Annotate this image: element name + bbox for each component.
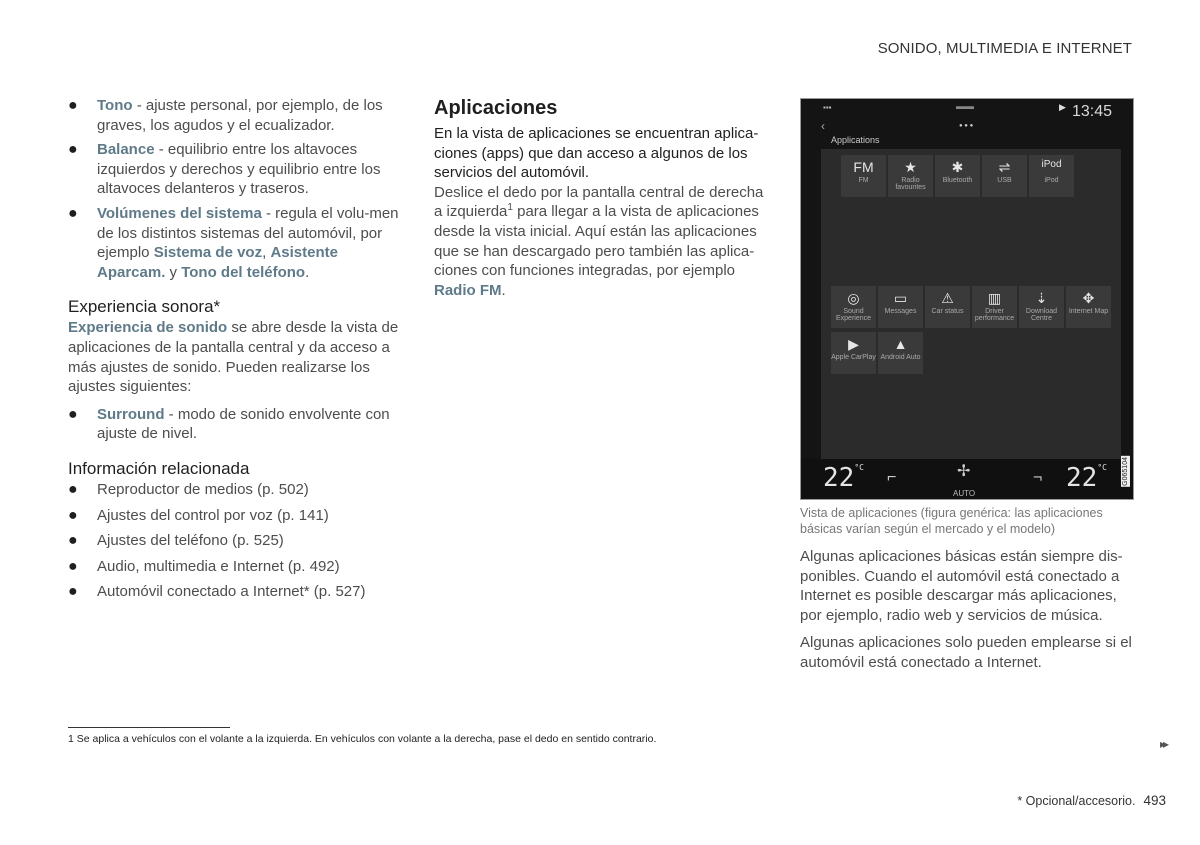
bullet-icon: ●	[68, 141, 78, 159]
footnote: 1 Se aplica a vehículos con el volante a la izquierda. En vehículos con volante a la derecha, pase el dedo en sentido contrario.	[68, 733, 657, 745]
optional-note: * Opcional/accesorio.	[1017, 794, 1136, 808]
bullet-icon: ●	[68, 97, 78, 114]
temp-left[interactable]	[823, 463, 864, 493]
app-messages[interactable]	[878, 286, 923, 328]
page-footer	[1017, 793, 1166, 808]
related-link[interactable]	[68, 557, 403, 577]
temp-unit: °C	[1097, 463, 1107, 472]
paragraph-text: Deslice el dedo por la pantalla central de derecha a izquierda	[434, 183, 764, 221]
separator: ,	[262, 244, 271, 262]
app-label: USB	[997, 177, 1012, 184]
apps-panel	[821, 149, 1121, 459]
app-label: Android Auto	[880, 354, 921, 361]
map-compass-icon: ✥	[1082, 290, 1095, 306]
bullet-icon: ●	[68, 405, 78, 423]
play-icon: ▶	[1059, 102, 1066, 112]
footnote-ref: 1	[507, 202, 513, 214]
temp-unit: °C	[854, 463, 864, 472]
apps-row-2	[831, 286, 1113, 328]
app-label: Sound Experience	[835, 308, 872, 322]
term-text: - equilibrio entre los altavoces izquierdos y derechos y equilibrio entre los altavoces delanteros y traseros.	[97, 141, 381, 198]
android-auto-icon: ▲	[893, 336, 908, 352]
term-surround: Surround	[97, 405, 165, 423]
ipod-icon: iPod	[1041, 159, 1062, 170]
related-link[interactable]	[68, 582, 403, 602]
app-label: Download Centre	[1025, 308, 1058, 322]
section-header: SONIDO, MULTIMEDIA E INTERNET	[877, 40, 1132, 57]
fm-icon: FM	[853, 159, 874, 175]
app-ipod[interactable]	[1029, 155, 1074, 197]
footnote-divider	[68, 727, 230, 728]
related-link[interactable]	[68, 531, 403, 551]
temp-right[interactable]	[1066, 463, 1107, 493]
list-item	[68, 204, 403, 282]
term-balance: Balance	[97, 141, 155, 159]
app-label: Driver performance	[974, 308, 1015, 322]
app-sound-experience[interactable]	[831, 286, 876, 328]
separator: .	[305, 263, 310, 281]
app-label: Messages	[884, 308, 917, 315]
paragraph: Algunas aplicaciones básicas están siempre dis-ponibles. Cuando el automóvil está conectado a Internet es posible descargar más aplicaciones, por ejemplo, radio web y servicios de música.	[800, 548, 1123, 624]
settings-list	[68, 96, 403, 282]
term-radio-fm: Radio FM	[434, 281, 502, 299]
speaker-icon: ◎	[847, 290, 860, 306]
term-sistema-voz: Sistema de voz	[153, 244, 263, 262]
term-tono: Tono	[97, 97, 133, 114]
term-text: - modo de sonido envolvente con ajuste de nivel.	[97, 405, 390, 443]
app-label: Bluetooth	[942, 177, 973, 184]
middle-column	[434, 96, 769, 300]
experiencia-paragraph	[68, 318, 403, 396]
paragraph: Algunas aplicaciones solo pueden emplearse si el automóvil está conectado a Internet.	[800, 634, 1132, 671]
page-number: 493	[1143, 793, 1166, 808]
bullet-icon: ●	[68, 204, 78, 222]
right-column	[800, 547, 1134, 673]
term-volumenes: Volúmenes del sistema	[97, 204, 262, 222]
related-link-text[interactable]: Automóvil conectado a Internet* (p. 527)	[97, 583, 366, 601]
paragraph-text: para llegar a la vista de aplicaciones desde la vista inicial. Aquí están las aplicaciones que se han descargado pero también las aplica-ciones con funciones integradas, por ejemplo	[434, 203, 759, 280]
app-radio-favourites[interactable]	[888, 155, 933, 197]
heading-related: Información relacionada	[68, 458, 250, 478]
app-label: iPod	[1044, 177, 1059, 184]
next-page-icon: ▸▸	[1159, 737, 1166, 751]
signal-icon: ▪▪▪	[823, 103, 832, 112]
back-icon: ‹	[821, 119, 825, 133]
bullet-icon: ●	[68, 506, 78, 524]
bullet-icon: ●	[68, 532, 78, 550]
surround-list	[68, 405, 403, 444]
app-label: FM	[858, 177, 869, 184]
term-text: - ajuste personal, por ejemplo, de los graves, los agudos y el ecualizador.	[97, 97, 383, 134]
app-fm[interactable]	[841, 155, 886, 197]
intro-paragraph: En la vista de aplicaciones se encuentran aplica-ciones (apps) que dan acceso a algunos de los servicios del automóvil.	[434, 125, 759, 182]
image-code: G065104	[1122, 457, 1129, 486]
fan-icon[interactable]: ✢	[957, 463, 971, 480]
list-item	[68, 96, 403, 135]
separator: .	[501, 281, 506, 299]
term-tono-telefono: Tono del teléfono	[181, 263, 306, 281]
clock: 13:45	[1071, 103, 1112, 120]
app-label: Apple CarPlay	[831, 354, 876, 361]
pull-down-handle-icon: ▬▬	[956, 101, 974, 111]
temp-right-value: 22	[1066, 463, 1098, 493]
bullet-icon: ●	[68, 583, 78, 601]
download-icon: ⇣	[1035, 290, 1048, 306]
center-display-image	[800, 98, 1134, 500]
app-bluetooth[interactable]	[935, 155, 980, 197]
climate-bar	[801, 459, 1133, 499]
app-driver-performance[interactable]	[972, 286, 1017, 328]
app-apple-carplay[interactable]	[831, 332, 876, 374]
related-link-text[interactable]: Ajustes del control por voz (p. 141)	[97, 506, 329, 524]
paragraph-text: se abre desde la vista de aplicaciones de la pantalla central y da acceso a más ajustes de sonido. Pueden realizarse los ajustes siguientes:	[68, 319, 399, 396]
bullet-icon: ●	[68, 480, 78, 498]
bullet-icon: ●	[68, 557, 78, 575]
message-icon: ▭	[893, 290, 908, 306]
usb-icon: ⇌	[998, 159, 1011, 175]
carplay-icon: ▶	[848, 336, 859, 352]
related-link[interactable]	[68, 506, 403, 526]
seat-right-icon[interactable]: ¬	[1033, 469, 1043, 486]
temp-left-value: 22	[823, 463, 855, 493]
related-link-text[interactable]: Reproductor de medios (p. 502)	[97, 480, 309, 498]
term-asistente: Asistente Aparcam.	[97, 244, 338, 281]
left-column	[68, 96, 403, 602]
heading-experiencia: Experiencia sonora*	[68, 297, 221, 317]
app-usb[interactable]	[982, 155, 1027, 197]
apps-title: Applications	[831, 135, 880, 145]
auto-label[interactable]: AUTO	[953, 489, 976, 498]
seat-left-icon[interactable]: ⌐	[887, 469, 897, 486]
app-label: Radio favourites	[895, 177, 926, 191]
app-label: Car status	[931, 308, 964, 315]
term-text: - regula el volu-men de los distintos sistemas del automóvil, por ejemplo	[97, 204, 399, 262]
bluetooth-icon: ✱	[951, 159, 964, 175]
heading-aplicaciones: Aplicaciones	[434, 97, 558, 119]
related-link-text[interactable]: Ajustes del teléfono (p. 525)	[97, 532, 284, 550]
app-internet-map[interactable]	[1066, 286, 1111, 328]
page-dots-icon: ● ● ●	[959, 123, 974, 129]
related-link[interactable]	[68, 480, 403, 500]
app-car-status[interactable]	[925, 286, 970, 328]
instructions-paragraph	[434, 183, 769, 301]
apps-row-1	[841, 155, 1076, 197]
list-item	[68, 140, 403, 199]
term-experiencia-sonido: Experiencia de sonido	[68, 319, 228, 337]
figure-caption: Vista de aplicaciones (figura genérica: las aplicaciones básicas varían según el mercado y el modelo)	[800, 506, 1103, 536]
related-link-text[interactable]: Audio, multimedia e Internet (p. 492)	[97, 557, 340, 575]
apps-row-3	[831, 332, 925, 374]
star-icon: ★	[904, 159, 917, 175]
app-android-auto[interactable]	[878, 332, 923, 374]
app-download-centre[interactable]	[1019, 286, 1064, 328]
related-list	[68, 480, 403, 602]
performance-icon: ▥	[987, 290, 1002, 306]
separator: y	[165, 263, 182, 281]
app-label: Internet Map	[1068, 308, 1109, 315]
warning-icon: ⚠	[941, 290, 954, 306]
list-item	[68, 405, 403, 444]
